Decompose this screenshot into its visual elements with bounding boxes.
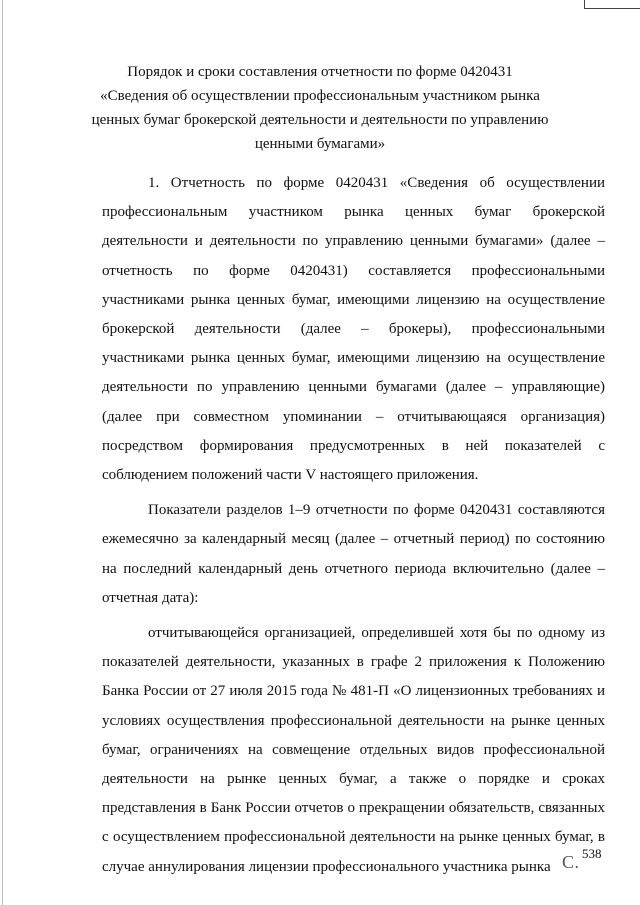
title-line: Порядок и сроки составления отчетности по форме 0420431 (127, 64, 513, 80)
page-number: 538 (582, 846, 602, 861)
paragraph: 1. Отчетность по форме 0420431 «Сведения об осуществлении профессиональным участником рынка ценных бумаг брокерской деятельности и деятельности по управлению ценными бумагами» (далее – отчетность по форме 0420431) составляется профессиональными участниками рынка ценных бумаг, имеющими лицензию на осуществление брокерской деятельности (далее – брокеры), профессиональными участниками рынка ценных бумаг, имеющими лицензию на осуществление деятельности по управлению ценными бумагами (далее – управляющие) (далее при совместном упоминании – отчитывающаяся организация) посредством формирования предусмотренных в ней показателей с соблюдением положений части V настоящего приложения. (102, 175, 605, 484)
title-line: ценных бумаг брокерской деятельности и деятельности по управлению (91, 112, 549, 128)
title-line: ценными бумагами» (254, 136, 386, 152)
page-number-stamp (562, 846, 622, 880)
document-body (102, 169, 605, 882)
title-line: «Сведения об осуществлении профессиональным участником рынка (100, 88, 540, 104)
corner-mark (584, 0, 640, 9)
stamp-fragment: C . (562, 852, 578, 872)
paragraph: отчитывающейся организацией, определившей хотя бы по одному из показателей деятельности, указанных в графе 2 приложения к Положению Банка России от 27 июля 2015 года № 481-П «О лицензионных требованиях и условиях осуществления профессиональной деятельности на рынке ценных бумаг, ограничениях на совмещение отдельных видов профессиональной деятельности на рынке ценных бумаг, а также о порядке и сроках представления в Банк России отчетов о прекращении обязательств, связанных с осуществлением профессиональной деятельности на рынке ценных бумаг, в случае аннулирования лицензии профессионального участника рынка (102, 625, 605, 875)
document-title (0, 60, 640, 156)
paragraph: Показатели разделов 1–9 отчетности по форме 0420431 составляются ежемесячно за календарный месяц (далее – отчетный период) по состоянию на последний календарный день отчетного периода включительно (далее – отчетная дата): (102, 502, 605, 606)
